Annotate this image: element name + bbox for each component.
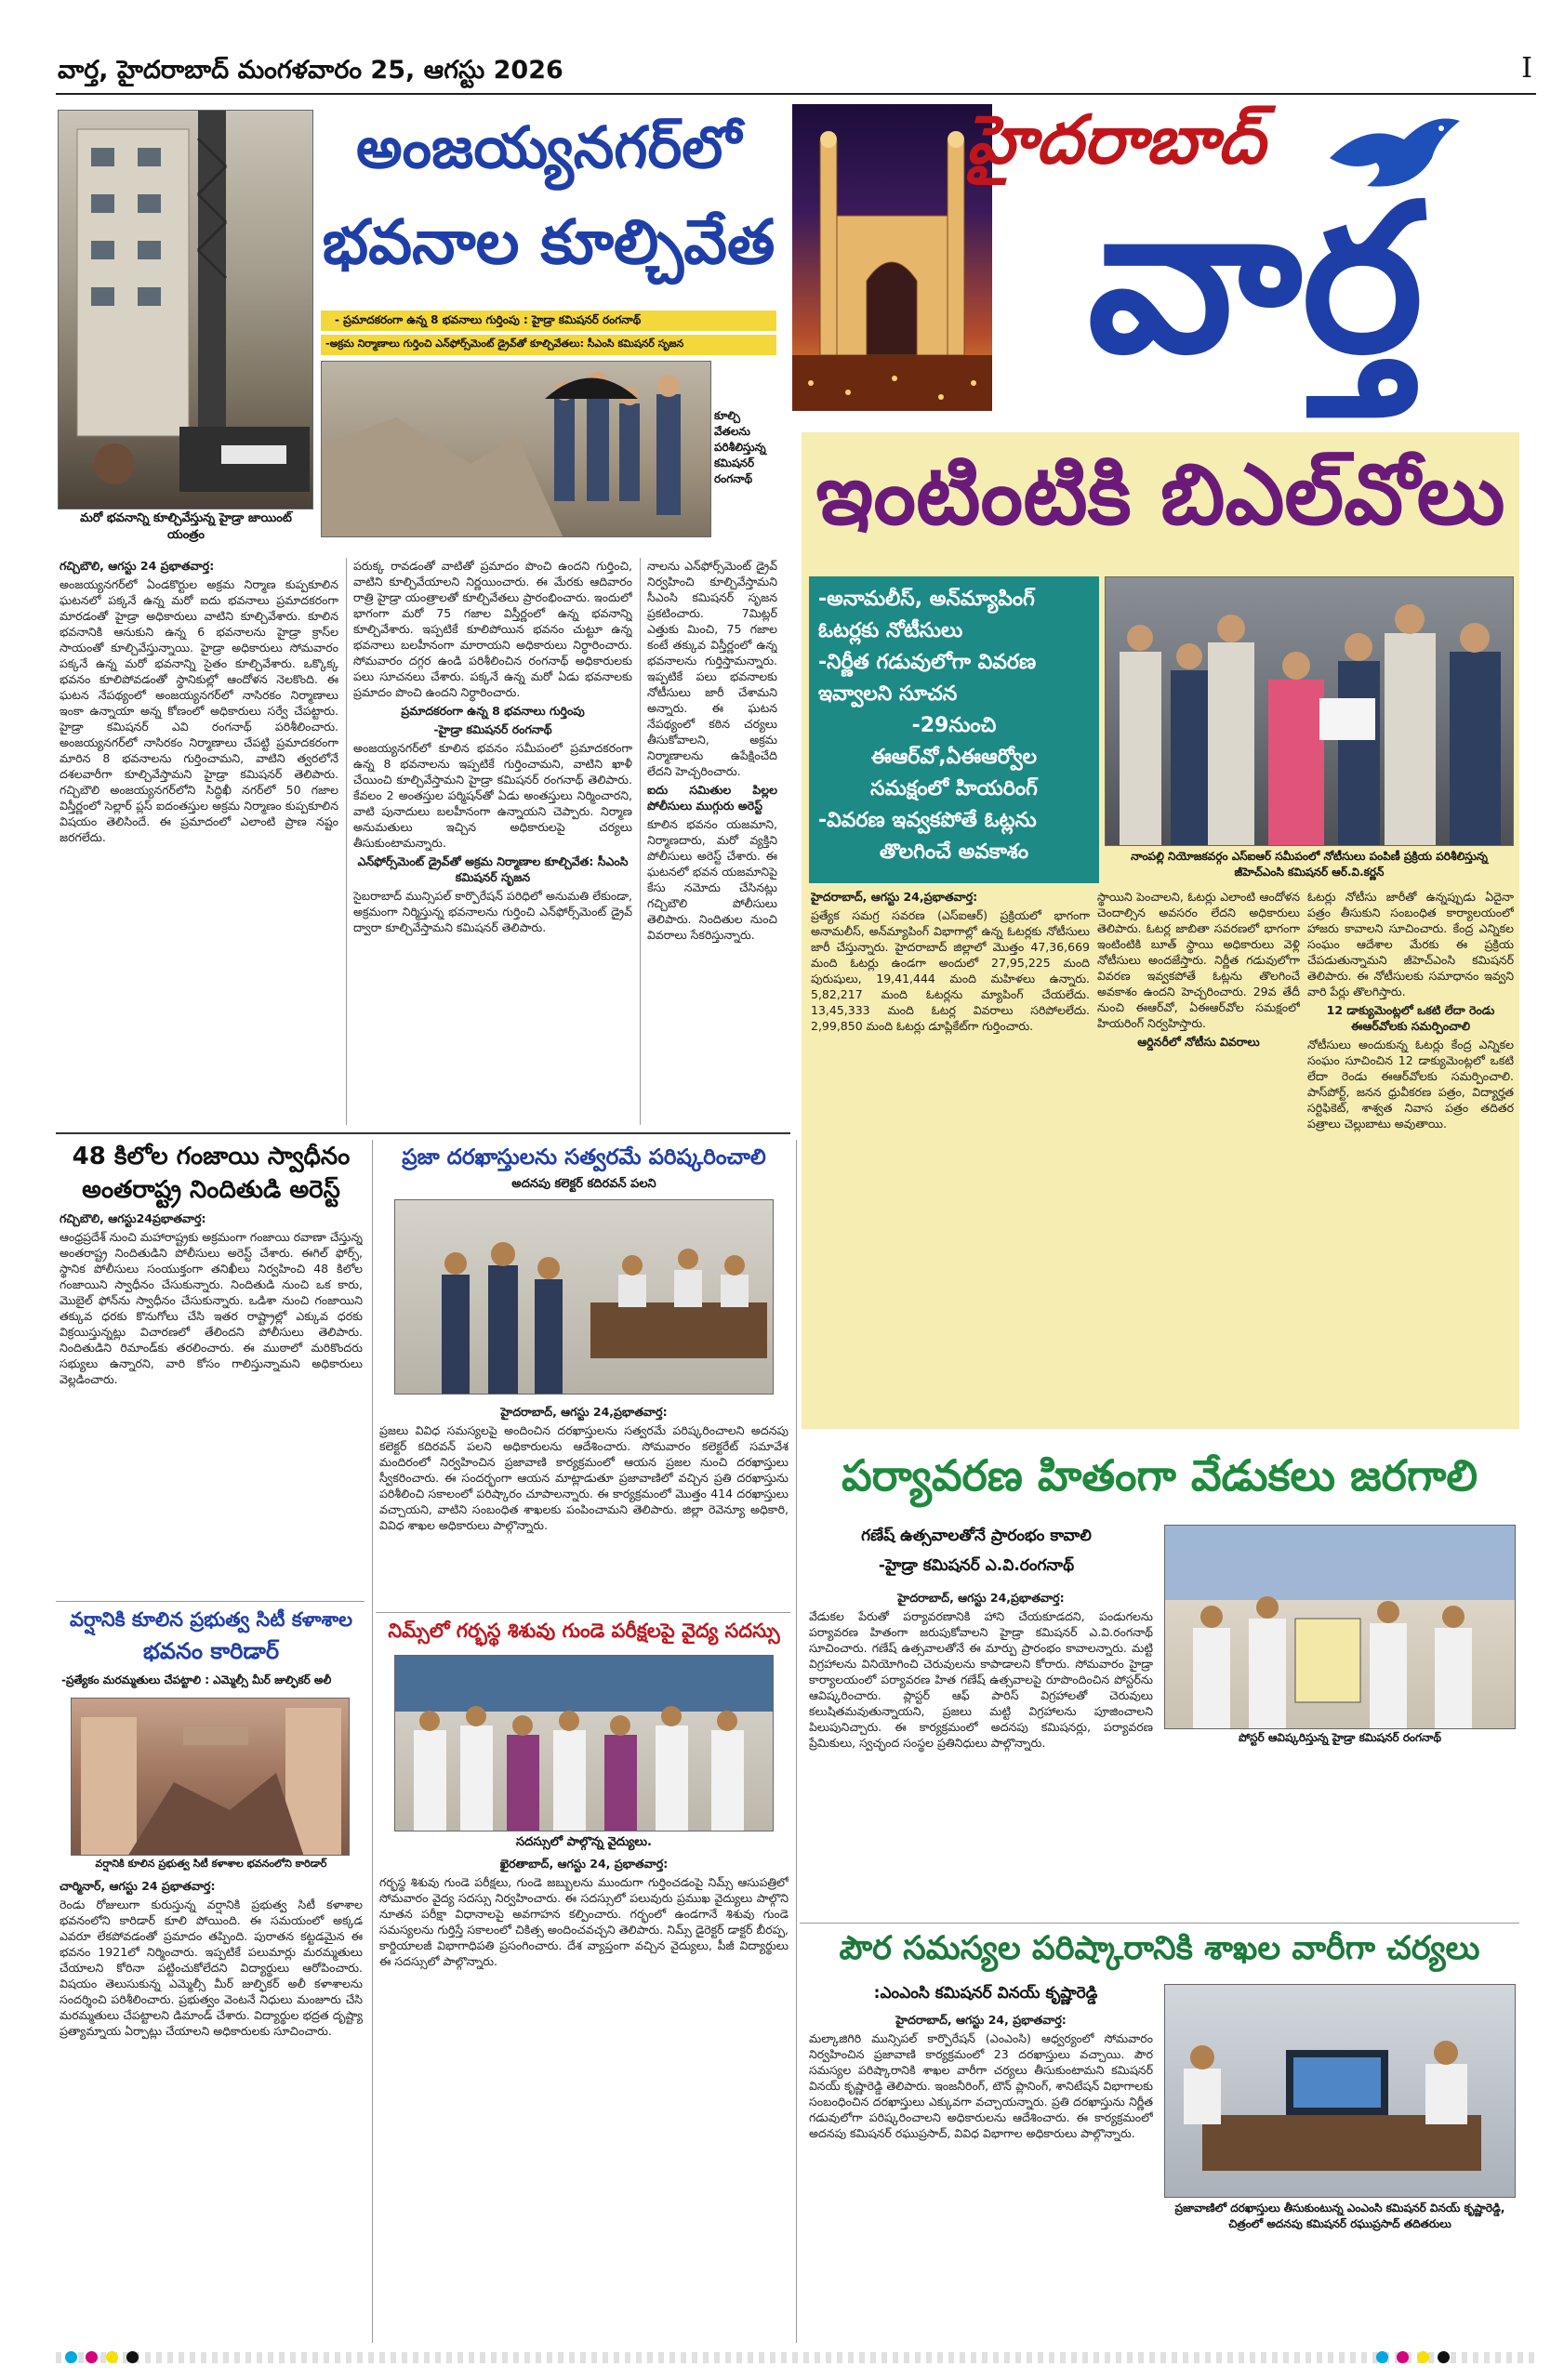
- nims-text: గర్భస్థ శిశువు గుండె పరీక్షలు, గుండె జబ్బులను ముందుగా గుర్తించడంపై నిమ్స్ ఆసుపత్రిలో సోమవారం వైద్య సదస్సు నిర్వహించారు. ఈ సదస్సులో పలువురు ప్రముఖ వైద్యులు పాల్గొని నూతన పరీక్షా విధానాలపై అవగాహన కల్పించారు. గర్భంలో ఉండగానే శిశువు గుండె సమస్యలను గుర్తిస్తే సకాలంలో చికిత్స అందించవచ్చని తెలిపారు. నిమ్స్ డైరెక్టర్ డాక్టర్ బీరప్ప, కార్డియాలజీ విభాగాధిపతి ప్రసంగించారు. దేశ వ్యాప్తంగా వచ్చిన వైద్యులు, పీజీ విద్యార్థులు ఈ సదస్సులో పాల్గొన్నారు.: [379, 1875, 789, 1968]
- ganja-dateline: గచ్చిబౌలి, ఆగస్టు24ప్రభాతవార్త:: [60, 1211, 206, 1225]
- nims-headline: నిమ్స్‌లో గర్భస్థ శిశువు గుండె పరీక్షలపై వైద్య సదస్సు: [388, 1620, 780, 1642]
- bl-bullet-3: -నిర్ణీత గడువులోగా వివరణ: [818, 651, 1037, 674]
- civic-photo: [1164, 1984, 1516, 2198]
- kalashala-photo-caption: వర్షానికి కూలిన ప్రభుత్వ సిటీ కళాశాల భవనంలోని కారిడార్: [95, 1858, 327, 1870]
- bl-col2-text: స్థాయిని పెంచాలని, ఓటర్లు ఎలాంటి ఆందోళన చెందాల్సిన అవసరం లేదని అధికారులు తెలిపారు. ఓటర్ల జాబితా సవరణలో భాగంగా ఇంటింటికి బూత్ స్థాయి అధికారులు వెళ్లి నోటీసులు అందజేస్తారు. నిర్ణీత గడువులోగా వివరణ ఇవ్వకపోతే ఓట్లను తొలగించే అవకాశం ఉందని హెచ్చరించారు. 29వ తేదీ నుంచి ఈఆర్‌వో, ఏఈఆర్‌వోల సమక్షంలో హియరింగ్ నిర్వహిస్తారు.: [1097, 890, 1300, 1030]
- masthead-city: హైదరాబాద్: [966, 100, 1266, 178]
- lead-col2-subhead: ప్రమాదకరంగా ఉన్న 8 భవనాలు గుర్తింపు: [401, 704, 585, 718]
- nims-body: [379, 1856, 789, 2343]
- lead-divider-1: [346, 558, 347, 1125]
- right-section-divider: [796, 1140, 797, 2343]
- civic-text: మల్కాజిగిరి మున్సిపల్ కార్పొరేషన్ (ఎంఎంసి) ఆధ్వర్యంలో సోమవారం నిర్వహించిన ప్రజావాణి కార్యక్రమంలో 23 దరఖాస్తులు వచ్చాయి. పౌర సమస్యల పరిష్కారానికి శాఖల వారీగా చర్యలు తీసుకుంటామని కమిషనర్ వినయ్ కృష్ణారెడ్డి తెలిపారు. ఇంజనీరింగ్, టౌన్ ప్లానింగ్, శానిటేషన్ విభాగాలకు సంబంధించిన దరఖాస్తులు ఎక్కువగా వచ్చాయన్నారు. ప్రతి దరఖాస్తును నిర్ణీత గడువులోగా పరిష్కరించాలని అధికారులను ఆదేశించారు. ఈ కార్యక్రమంలో అదనపు కమిషనర్ రఘుప్రసాద్, వివిధ విభాగాల అధికారులు పాల్గొన్నారు.: [809, 2031, 1153, 2140]
- reg-dot-black-2: [1438, 2351, 1450, 2363]
- lead-col2-subhead-3: ఎన్‌ఫోర్స్‌మెంట్ డ్రైవ్‌తో అక్రమ నిర్మాణాల కూల్చివేత: సీఎంసి కమిషనర్ సృజన: [357, 854, 629, 884]
- reg-dot-black: [126, 2351, 139, 2363]
- page-number: I: [1521, 52, 1532, 85]
- ganja-headline: 48 కిలోల గంజాయి స్వాధీనం అంతరాష్ట్ర నిందితుడి అరెస్ట్: [72, 1143, 351, 1204]
- eco-sub-1: గణేష్ ఉత్సవాలతోనే ప్రారంభం కావాలి: [861, 1527, 1092, 1545]
- bl-bullet-4: ఇవ్వాలని సూచన: [818, 682, 958, 706]
- praja-rule: [376, 1612, 790, 1613]
- eco-photo-caption: పోస్టర్ ఆవిష్కరిస్తున్న హైడ్రా కమిషనర్ రంగనాథ్: [1239, 1731, 1441, 1744]
- prajavani-desk-illustration: [1165, 1985, 1516, 2198]
- section-rule-left: [56, 1132, 790, 1134]
- reg-dot-cyan-2: [1376, 2351, 1388, 2363]
- bl-headline: ఇంటింటికి బిఎల్‌వోలు: [815, 446, 1505, 544]
- kalashala-body: [60, 1878, 363, 2343]
- photo-caption-right: కూల్చి వేతలను పరిశీలిస్తున్న కమిషనర్ రంగనాథ్: [714, 409, 766, 485]
- bl-col2-subhead: ఆర్డినరీలో నోటీసు వివరాలు: [1137, 1035, 1260, 1049]
- bl-col3b-text: నోటీసులు అందుకున్న ఓటర్లు కేంద్ర ఎన్నికల సంఘం సూచించిన 12 డాక్యుమెంట్లలో ఒకటి లేదా రెండు ఈఆర్‌వోలకు సమర్పించాలి. పాస్‌పోర్ట్, జనన ధ్రువీకరణ పత్రం, విద్యార్హత సర్టిఫికెట్, శాశ్వత నివాస పత్రం తదితర పత్రాలు చెల్లుబాటు అవుతాయి.: [1307, 1038, 1514, 1130]
- civic-sub: :ఎంఎంసి కమిషనర్ వినయ్ కృష్ణారెడ్డి: [873, 1984, 1098, 2003]
- masthead-brand: వార్త: [1087, 160, 1424, 398]
- demolition-photo-left: [58, 110, 313, 509]
- left-section-divider: [372, 1140, 373, 2343]
- eco-text-cont: [1164, 1752, 1516, 1767]
- lead-divider-2: [640, 558, 641, 1125]
- bl-bullet-8: -వివరణ ఇవ్వకపోతే ఓట్లను: [818, 809, 1037, 832]
- bl-col-2: [1097, 889, 1300, 1423]
- lead-col-1: [60, 558, 338, 1125]
- bl-bullet-9: తొలగించే అవకాశం: [879, 840, 1028, 864]
- eco-body-left: [809, 1590, 1153, 1915]
- lead-col2c-text: సైబరాబాద్ మున్సిపల్ కార్పొరేషన్ పరిధిలో అనుమతి లేకుండా, అక్రమంగా నిర్మిస్తున్న భవనాలను గుర్తించి ఎన్‌ఫోర్స్‌మెంట్ డ్రైవ్ ద్వారా కూల్చివేస్తామని కమిషనర్ తెలిపారు.: [353, 889, 632, 934]
- lead-sub-2: -అక్రమ నిర్మాణాలు గుర్తించి ఎన్‌ఫోర్స్‌మెంట్ డ్రైవ్‌తో కూల్చివేతలు: సీఎంసి కమిషనర్ సృజన: [325, 337, 684, 350]
- kalashala-photo: [71, 1698, 350, 1856]
- praja-photo: [394, 1199, 774, 1395]
- civic-photo-caption: ప్రజావాణిలో దరఖాస్తులు తీసుకుంటున్న ఎంఎంసి కమిషనర్ వినయ్ కృష్ణారెడ్డి, చిత్రంలో అదనపు కమిషనర్ రఘుప్రసాద్ తదితరులు: [1174, 2202, 1505, 2230]
- kalashala-sub: -ప్రత్యేకం మరమ్మతులు చేపట్టాలి : ఎమ్మెల్సీ మీర్ జుల్ఫికర్ అలీ: [61, 1673, 332, 1686]
- nims-photo: [394, 1655, 774, 1831]
- collapsed-corridor-illustration: [72, 1699, 350, 1856]
- bl-photo-caption: నాంపల్లి నియోజకవర్గం ఎస్ఐఆర్ సమీపంలో నోటీసులు పంపిణీ ప్రక్రియ పరిశీలిస్తున్న జీహెచ్‌ఎంసి కమిషనర్ ఆర్.వి.కర్ణన్: [1131, 850, 1488, 879]
- bl-bullet-1: -అనామలీస్, అన్‌మ్యాపింగ్: [818, 588, 1035, 611]
- bl-col-3: [1307, 889, 1514, 1423]
- bl-col3-text: ఓటర్లు నోటీసు జారీతో ఉన్నప్పుడు ఏదైనా పత్రం తీసుకుని సంబంధిత కార్యాలయంలో హాజరు కావాలని సూచించారు. కేంద్ర ఎన్నికల సంఘం ఆదేశాల మేరకు ఈ ప్రక్రియ చేపడుతున్నామని జీహెచ్‌ఎంసి కమిషనర్ తెలిపారు. ఈ నోటీసులకు సమాధానం ఇవ్వని వారి పేర్లు తొలగిస్తారు.: [1307, 890, 1514, 998]
- kalashala-text: రెండు రోజులుగా కురుస్తున్న వర్షానికి ప్రభుత్వ సిటీ కళాశాల భవనంలోని కారిడార్ కూలి పోయింది. ఈ సమయంలో అక్కడ ఎవరూ లేకపోవడంతో ప్రమాదం తప్పింది. పురాతన కట్టడమైన ఈ భవనం 1921లో నిర్మించారు. ఇప్పటికే పలుమార్లు మరమ్మతులు చేయాలని కోరినా పట్టించుకోలేదని విద్యార్థులు ఆరోపించారు. విషయం తెలుసుకున్న ఎమ్మెల్సీ మీర్ జుల్ఫికర్ అలీ కళాశాలను సందర్శించి పరిశీలించారు. ప్రభుత్వం వెంటనే నిధులు మంజూరు చేసి మరమ్మతులు చేపట్టాలని డిమాండ్ చేశారు. విద్యార్థుల భద్రత దృష్ట్యా ప్రత్యామ్నాయ ఏర్పాట్లు చేయాలని అధికారులకు సూచించారు.: [60, 1897, 363, 2038]
- bl-col1-text: ప్రత్యేక సమగ్ర సవరణ (ఎస్‌ఐఆర్) ప్రక్రియలో భాగంగా అనామలీస్, అన్‌మ్యాపింగ్ విభాగాల్లో ఉన్న ఓటర్లకు నోటీసులు జారీ చేస్తున్నారు. హైదరాబాద్ జిల్లాలో మొత్తం 47,36,669 మంది ఓటర్లు ఉండగా అందులో 27,95,225 మంది పురుషులు, 19,41,444 మంది మహిళలు ఉన్నారు. 5,82,217 మంది ఓటర్లను మ్యాపింగ్ చేయలేదు. 13,45,333 మంది ఓటర్ల వివరాలు సరిపోలలేదు. 2,99,850 మంది ఓటర్లు డూప్లికేట్‌గా గుర్తించారు.: [811, 908, 1090, 1033]
- lead-headline-line1: అంజయ్యనగర్‌లో: [355, 113, 742, 181]
- eco-sub-2: -హైడ్రా కమిషనర్ ఎ.వి.రంగనాథ్: [878, 1556, 1075, 1575]
- poster-release-illustration: [1165, 1526, 1516, 1729]
- eco-body-right: [1164, 1752, 1516, 1919]
- lead-col-2: [353, 558, 632, 1125]
- reg-dot-magenta-2: [1397, 2351, 1409, 2363]
- eco-headline: పర్యావరణ హితంగా వేడుకలు జరగాలి: [841, 1450, 1478, 1501]
- header-rule: [56, 93, 1536, 95]
- lead-col3-subhead: ఐదు సమితుల పిల్లల పోలీసులు ముగ్గురు అరెస్ట్: [647, 783, 777, 813]
- praja-sub: అదనపు కలెక్టర్ కదిరవన్ పలని: [511, 1177, 656, 1191]
- building-rubble-illustration: [59, 111, 313, 509]
- bl-col3-subhead: 12 డాక్యుమెంట్లలో ఒకటి లేదా రెండు ఈఆర్‌వోలకు సమర్పించాలి: [1326, 1003, 1495, 1033]
- lead-col2-text: పరుక్క రావడంతో వాటితో ప్రమాదం పొంచి ఉందని గుర్తించి, వాటిని కూల్చివేయాలని నిర్ణయించారు. ఈ మేరకు ఆదివారం రాత్రి హైడ్రా యంత్రాలతో కూల్చివేతలు ప్రారంభించారు. ఇందులో భాగంగా మరో 75 గజాల విస్తీర్ణంలో ఉన్న భవనాన్ని కూల్చివేశారు. ఇప్పటికే కూలిపోయిన భవనం చుట్టూ ఉన్న భవనాలు బలహీనంగా మారాయని అధికారులు నిర్ధారించారు. సోమవారం దగ్గర ఉండి పరిశీలించిన రంగనాథ్ అధికారులకు పలు సూచనలు చేశారు. పక్కనే ఉన్న మరో ఏడు భవనాలకు ప్రమాదం పొంచి ఉందని నిర్ధారించారు.: [353, 559, 632, 699]
- lead-col-3: [647, 558, 777, 1125]
- registration-bar: [56, 2352, 1536, 2363]
- praja-text: ప్రజలు వివిధ సమస్యలపై అందించిన దరఖాస్తులను సత్వరమే పరిష్కరించాలని అదనపు కలెక్టర్ కదిరవన్ పలని అధికారులను ఆదేశించారు. సోమవారం కలెక్టరేట్ సమావేశ మందిరంలో నిర్వహించిన ప్రజావాణి కార్యక్రమంలో ఆయన ప్రజల నుంచి దరఖాస్తులు స్వీకరించారు. ఈ సందర్భంగా ఆయన మాట్లాడుతూ ప్రజావాణిలో వచ్చిన ప్రతి దరఖాస్తును పరిశీలించి సకాలంలో పరిష్కారం చూపాలన్నారు. ఈ కార్యక్రమంలో మొత్తం 414 దరఖాస్తులు వచ్చాయని, వాటిని సంబంధిత శాఖలకు పంపించామని తెలిపారు. జిల్లా రెవెన్యూ అధికారి, వివిధ శాఖల అధికారులు పాల్గొన్నారు.: [379, 1423, 789, 1532]
- photo-caption-left: మరో భవనాన్ని కూల్చివేస్తున్న హైడ్రా జాయింట్ యంత్రం: [80, 511, 292, 542]
- eco-photo: [1164, 1525, 1516, 1729]
- bl-col-1: [811, 889, 1090, 1423]
- reg-dot-magenta: [86, 2351, 98, 2363]
- eco-dateline: హైదరాబాద్, ఆగస్టు 24,ప్రభాతవార్త:: [897, 1591, 1065, 1605]
- civic-body: [809, 2012, 1153, 2343]
- kalashala-dateline: చార్మినార్, ఆగస్టు 24 ప్రభాతవార్త:: [60, 1879, 216, 1893]
- bl-bullet-5: -29నుంచి: [911, 714, 997, 737]
- civic-dateline: హైదరాబాద్, ఆగస్టు 24, ప్రభాతవార్త:: [895, 2013, 1067, 2027]
- ganja-rule: [56, 1601, 364, 1602]
- praja-headline: ప్రజా దరఖాస్తులను సత్వరమే పరిష్కరించాలి: [402, 1145, 766, 1170]
- lead-col3b-text: కూలిన భవనం యజమాని, నిర్మాణదారు, మరో వ్యక్తిని పోలీసులు అరెస్ట్ చేశారు. ఈ ఘటనలో భవన యజమానిపై కేసు నమోదు చేసినట్లు గచ్చిబౌలి పోలీసులు తెలిపారు. నిందితుల నుంచి వివరాలు సేకరిస్తున్నారు.: [647, 817, 777, 942]
- kalashala-headline-1: వర్షానికి కూలిన ప్రభుత్వ సిటీ కళాశాల: [69, 1608, 353, 1631]
- lead-sub-1: - ప్రమాదకరంగా ఉన్న 8 భవనాలు గుర్తింపు : హైడ్రా కమిషనర్ రంగనాథ్: [335, 313, 642, 326]
- bl-bullet-box: [809, 576, 1099, 883]
- lead-col3-text: నాలను ఎన్‌ఫోర్స్‌మెంట్ డ్రైవ్ నిర్వహించి కూల్చివేస్తామని సీఎంసి కమిషనర్ సృజన ప్రకటించారు. 7మిట్లర్ ఎత్తుకు మించి, 75 గజాల కంటే తక్కువ విస్తీర్ణంలో ఉన్న భవనాలను గుర్తిస్తామన్నారు. ఇప్పటికే పలు భవనాలకు నోటీసులు జారీ చేశామని అన్నారు. ఈ ఘటన నేపథ్యంలో కఠిన చర్యలు తీసుకోవాలని, అక్రమ నిర్మాణాలను ఉపేక్షించేది లేదని హెచ్చరించారు.: [647, 559, 777, 778]
- bl-bullet-2: ఓటర్లకు నోటీసులు: [818, 619, 963, 642]
- officials-group-illustration: [1106, 577, 1514, 846]
- praja-body: [379, 1404, 789, 1608]
- bl-bullet-6: ఈఆర్‌వో,ఏఈఆర్వోల: [870, 746, 1038, 769]
- bl-photo: [1105, 576, 1514, 846]
- praja-dateline: హైదరాబాద్, ఆగస్టు 24,ప్రభాతవార్త:: [500, 1405, 668, 1419]
- lead-dateline: గచ్చిబౌలి, ఆగస్టు 24 ప్రభాతవార్త:: [60, 559, 215, 573]
- doctors-group-illustration: [395, 1656, 774, 1831]
- inspection-photo: [321, 361, 711, 537]
- officials-illustration: [322, 362, 711, 537]
- eco-rule: [800, 1923, 1519, 1924]
- ganja-body: [60, 1210, 363, 1601]
- bl-bullet-7: సమక్షంలో హియరింగ్: [870, 777, 1038, 800]
- lead-col2-subhead-2: -హైడ్రా కమిషనర్ రంగనాథ్: [433, 722, 552, 736]
- lead-headline-line2: భవనాల కూల్చివేత: [322, 206, 775, 278]
- page-dateline: వార్త, హైదరాబాద్ మంగళవారం 25, ఆగస్టు 2026: [58, 56, 563, 85]
- reg-dot-yellow: [106, 2351, 118, 2363]
- lead-col1-text: అంజయ్యనగర్‌లో ఏండకొర్టుల అక్రమ నిర్మాణ కుప్పకూలిన ఘటనలో పక్కనే ఉన్న మరో ఐదు భవనాలు ప్రమాదకరంగా మారడంతో హైడ్రా అధికారులు వాటిని కూల్చివేశారు. కూలిన భవనానికి ఆనుకుని ఉన్న 6 భవనాలను హైడ్రా క్రాస్‌ల సాయంతో కూల్చివేస్తున్నాయి. హైడ్రా అధికారులు సోమవారం పక్కనే ఉన్న మరో భవనాన్ని సైతం కూల్చివేశారు. ఒక్కొక్క భవనం కూలిపోవడంతో స్థానికుల్లో ఆందోళన నెలకొంది. ఈ ఘటన నేపథ్యంలో అంజయ్యనగర్‌లో నాసిరకం నిర్మాణాలు ఇంకా ఉన్నాయా అన్న కోణంలో అధికారులు సర్వే చేపట్టారు. హైడ్రా కమిషనర్ ఎవి రంగనాథ్ పరిశీలించారు. అంజయ్యనగర్‌లో నాసిరకం నిర్మాణాలు చేపట్టి ప్రమాదకరంగా మారిన 8 భవనాలను గుర్తించామని, వాటిని త్వరలోనే దశలవారీగా కూల్చివేస్తామని హైడ్రా కమిషనర్ తెలిపారు. గచ్చిబౌలి అంజయ్యనగర్‌లోని సిద్ధిఖీ నగర్‌లో 50 గజాల విస్తీర్ణంలో సెల్లార్ ప్లస్ ఐదంతస్తుల అక్రమ నిర్మాణం కుప్పకూలిన విషయం తెలిసిందే. ఈ ప్రమాదంలో ఎలాంటి ప్రాణ నష్టం జరగలేదు.: [60, 577, 338, 844]
- reg-dot-cyan: [65, 2351, 77, 2363]
- ganja-text: ఆంధ్రప్రదేశ్ నుంచి మహారాష్ట్రకు అక్రమంగా గంజాయి రవాణా చేస్తున్న అంతరాష్ట్ర నిందితుడిని పోలీసులు అరెస్ట్ చేశారు. ఈగిల్ ఫోర్స్, స్థానిక పోలీసులు సంయుక్తంగా తనిఖీలు నిర్వహించి 48 కిలోల గంజాయిని స్వాధీనం చేసుకున్నారు. నిందితుడి నుంచి ఒక కారు, మొబైల్ ఫోన్‌ను స్వాధీనం చేసుకున్నారు. ఒడిశా నుంచి గంజాయిని తక్కువ ధరకు కొనుగోలు చేసి ఇతర రాష్ట్రాల్లో ఎక్కువ ధరకు విక్రయిస్తున్నట్లు విచారణలో తేలిందని పోలీసులు తెలిపారు. నిందితుడిని రిమాండ్‌కు తరలించారు. ఈ ముఠాలో మరికొందరు సభ్యులు ఉన్నారని, వారి కోసం గాలిస్తున్నామని అధికారులు వెల్లడించారు.: [60, 1230, 363, 1386]
- lead-col2b-text: అంజయ్యనగర్‌లో కూలిన భవనం సమీపంలో ప్రమాదకరంగా ఉన్న 8 భవనాలను ఇప్పటికే గుర్తించామని, వాటిని ఖాళీ చేయించి కూల్చివేస్తామని హైడ్రా కమిషనర్ రంగనాథ్ తెలిపారు. కేవలం 2 అంతస్తుల పర్మిషన్‌తో ఏడు అంతస్తులు నిర్మించారని, వాటి పునాదులు బలహీనంగా ఉన్నాయని చెప్పారు. నిర్మాణ అనుమతులు ఇచ్చిన అధికారులపై చర్యలు తీసుకుంటామన్నారు.: [353, 741, 632, 850]
- kalashala-headline-2: భవనం కారిడార్: [142, 1638, 280, 1664]
- nims-photo-caption: సదస్సులో పాల్గొన్న వైద్యులు.: [516, 1835, 652, 1849]
- reg-dot-yellow-2: [1417, 2351, 1429, 2363]
- civic-headline: పౌర సమస్యల పరిష్కారానికి శాఖల వారీగా చర్యలు: [839, 1930, 1480, 1967]
- bl-dateline: హైదరాబాద్, ఆగస్టు 24,ప్రభాతవార్త:: [811, 890, 978, 904]
- eco-text: వేడుకల పేరుతో పర్యావరణానికి హాని చేయకూడదని, పండుగలను పర్యావరణ హితంగా జరుపుకోవాలని హైడ్రా కమిషనర్ ఎ.వి.రంగనాథ్ సూచించారు. గణేష్ ఉత్సవాలతోనే ఈ మార్పు ప్రారంభం కావాలన్నారు. మట్టి విగ్రహాలను వినియోగించి చెరువులను కాపాడాలని కోరారు. సోమవారం హైడ్రా కార్యాలయంలో పర్యావరణ హిత గణేష్ ఉత్సవాలపై రూపొందించిన పోస్టర్‌ను ఆవిష్కరించారు. ప్లాస్టర్ ఆఫ్ పారిస్ విగ్రహాలతో చెరువులు కలుషితమవుతున్నాయని, ప్రజలు మట్టి విగ్రహాలను పూజించాలని పిలుపునిచ్చారు. ఈ కార్యక్రమంలో అదనపు కమిషనర్లు, పర్యావరణ ప్రేమికులు, స్వచ్ఛంద సంస్థల ప్రతినిధులు పాల్గొన్నారు.: [809, 1609, 1153, 1750]
- nims-dateline: ఖైరతాబాద్, ఆగస్టు 24, ప్రభాతవార్త:: [499, 1857, 669, 1871]
- prajavani-meeting-illustration: [395, 1200, 774, 1395]
